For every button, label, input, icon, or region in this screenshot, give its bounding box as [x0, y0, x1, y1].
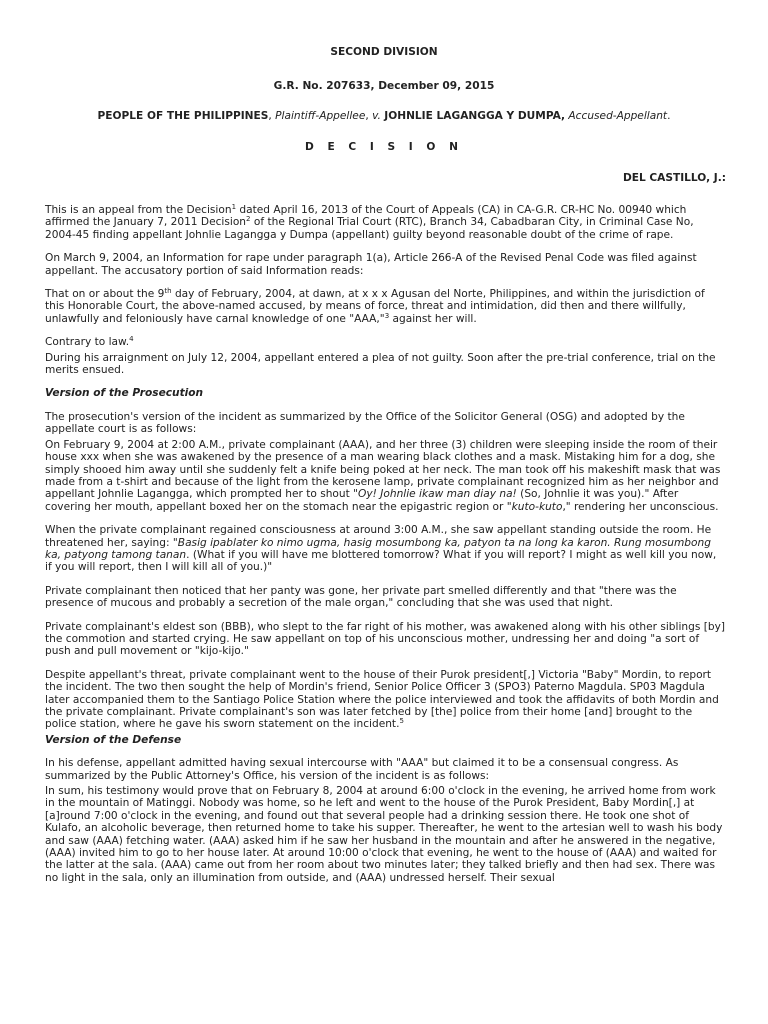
- section-heading-prosecution: Version of the Prosecution: [45, 387, 204, 400]
- plaintiff-role: Plaintiff-Appellee: [275, 110, 366, 122]
- ponente: DEL CASTILLO, J.:: [622, 172, 726, 184]
- plaintiff-name: PEOPLE OF THE PHILIPPINES: [97, 110, 269, 122]
- accused-name: JOHNLIE LAGANGGA Y DUMPA,: [384, 110, 566, 122]
- paragraph-accusatory-portion: That on or about the 9th day of February, 2004, at dawn, at x x x Agusan del Norte, Philippines, and within the jurisdiction of this Honorable Court, the above-named accused, by means of force, threat and intimidation, did then and there willfully, unlawfully and feloniously have carnal knowledge of one "AAA,"$^3$ against her will.: [45, 287, 705, 325]
- versus: v.: [372, 110, 381, 122]
- paragraph-threat: When the private complainant regained consciousness at around 3:00 A.M., she saw appellant standing outside the room. He threatened her, saying: "Basig ipablater ko nimo ugma, hasig mosumbong ka, patyon ta na long ka karon. Rung mosumbong ka, patyong tamong tanan. (What if you will have me blottered tomorrow? What if you will report? I might as well kill you now, if you will report, then I will kill all of you.)": [45, 524, 717, 574]
- paragraph-information: On March 9, 2004, an Information for rape under paragraph 1(a), Article 266-A of the Revised Penal Code was filed against appellant. The accusatory portion of said Information reads:: [45, 252, 697, 277]
- footnote-ref-2[interactable]: 2: [246, 215, 251, 224]
- paragraph-prosecution-intro: The prosecution's version of the incident as summarized by the Office of the Solicitor General (OSG) and adopted by the appellate court is as follows:: [45, 410, 685, 436]
- accused-role: Accused-Appellant: [568, 110, 668, 122]
- paragraph-defense-narrative: In sum, his testimony would prove that on February 8, 2004 at around 6:00 o'clock in the evening, he arrived home from work in the mountain of Matinggi. Nobody was home, so he left and went to the house of the Purok President, Baby Mordin[,] at [a]round 7:00 o'clock in the evening, and found out that several people had a drinking session there. He took one shot of Kulafo, an alcoholic beverage, then returned home to take his supper. Thereafter, he went to the artesian well to wash his body and saw (AAA) fetching water. (AAA) asked him if he saw her husband in the mountain and after he answered in the negative, (AAA) invited him to go to her house later. At around 10:00 o'clock that evening, he went to the house of (AAA) and waited for the latter at the sala. (AAA) came out from her room about two minutes later; they talked briefly and then had sex. There was no light in the sala, only an illumination from outside, and (AAA) undressed herself. Their sexual: [45, 785, 723, 884]
- paragraph-defense-intro: In his defense, appellant admitted having sexual intercourse with "AAA" but claimed it to be a consensual congress. As summarized by the Public Attorney's Office, his version of the incident is as follows:: [45, 757, 679, 782]
- paragraph-complainant-notice: Private complainant then noticed that her panty was gone, her private part smelled differently and that "there was the presence of mucous and probably a secretion of the male organ," concluding that she was used that night.: [45, 584, 677, 610]
- footnote-ref-4[interactable]: 4: [129, 335, 134, 344]
- paragraph-contrary-to-law: Contrary to law.$^4$: [45, 335, 134, 349]
- division-heading: SECOND DIVISION: [330, 46, 438, 58]
- section-heading-defense: Version of the Defense: [45, 733, 182, 746]
- footnote-ref-1[interactable]: 1: [231, 203, 237, 211]
- footnote-ref-3[interactable]: 3: [384, 311, 390, 320]
- case-number: G.R. No. 207633, December 09, 2015: [273, 80, 495, 92]
- decision-title: D E C I S I O N: [304, 141, 463, 153]
- footnote-ref-5[interactable]: 5: [399, 717, 404, 726]
- case-parties: PEOPLE OF THE PHILIPPINES, Plaintiff-Appellee, v. JOHNLIE LAGANGGA Y DUMPA, Accused-Appellant.: [97, 110, 671, 122]
- paragraph-report: Despite appellant's threat, private complainant went to the house of their Purok president[,] Victoria "Baby" Mordin, to report the incident. The two then sought the help of Mordin's friend, Senior Police Officer 3 (SPO3) Paterno Magdula. SP03 Magdula later accompanied them to the Santiago Police Station where the police interviewed and took the affidavits of both Mordin and the private complainant. Private complainant's son was later fetched by [the] police from their home [and] brought to the police station, where he gave his sworn statement on the incident.$^5$: [45, 668, 719, 731]
- paragraph-eldest-son: Private complainant's eldest son (BBB), who slept to the far right of his mother, was awakened along with his other siblings [by] the commotion and started crying. He saw appellant on top of his unconscious mother, undressing her and doing "a sort of push and pull movement or "kijo-kijo.": [45, 620, 725, 658]
- decision-body: [45, 204, 726, 895]
- paragraph-prosecution-narrative: On February 9, 2004 at 2:00 A.M., private complainant (AAA), and her three (3) children were sleeping inside the room of their house xxx when she was awakened by the presence of a man wearing black clothes and a mask. Mistaking him for a dog, she simply shooed him away until she suddenly felt a knife being poked at her neck. The man took off his makeshift mask that was made from a t-shirt and because of the light from the kerosene lamp, private complainant recognized him as her neighbor and appellant Johnlie Lagangga, which prompted her to shout "Oy! Johnlie ikaw man diay na! (So, Johnlie it was you)." After covering her mouth, appellant boxed her on the stomach near the epigastric region or "kuto-kuto," rendering her unconscious.: [45, 438, 721, 513]
- paragraph-appeal: This is an appeal from the Decision$^1$ dated April 16, 2013 of the Court of Appeals (CA) in CA-G.R. CR-HC No. 00940 which affirmed the January 7, 2011 Decision$^2$ of the Regional Trial Court (RTC), Branch 34, Cabadbaran City, in Criminal Case No, 2004-45 finding appellant Johnlie Lagangga y Dumpa (appellant) guilty beyond reasonable doubt of the crime of rape.: [45, 203, 694, 241]
- paragraph-arraignment: During his arraignment on July 12, 2004, appellant entered a plea of not guilty. Soon after the pre-trial conference, trial on the merits ensued.: [45, 351, 716, 377]
